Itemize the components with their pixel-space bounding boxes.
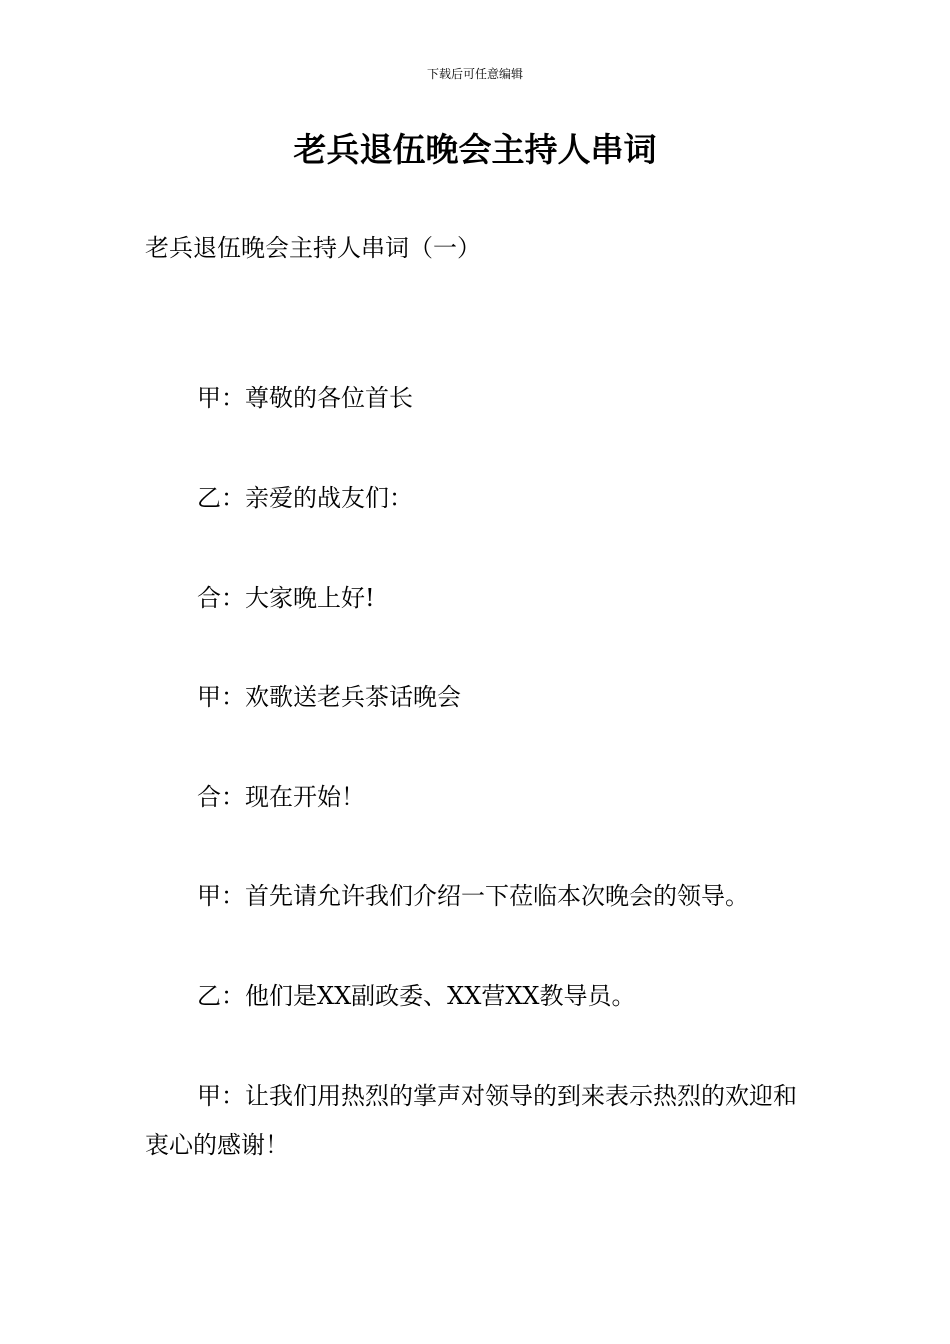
script-line-6: 甲：首先请允许我们介绍一下莅临本次晚会的领导。 bbox=[197, 882, 749, 910]
script-line-5: 合：现在开始！ bbox=[197, 783, 365, 811]
script-line-2: 乙：亲爱的战友们： bbox=[197, 484, 413, 512]
closing-paragraph: 甲：让我们用热烈的掌声对领导的到来表示热烈的欢迎和衷心的感谢！ bbox=[145, 1082, 797, 1159]
section-subtitle: 老兵退伍晚会主持人串词（一） bbox=[145, 234, 481, 262]
script-line-7: 乙：他们是XX副政委、XX营XX教导员。 bbox=[197, 982, 636, 1010]
script-line-3: 合：大家晚上好! bbox=[197, 584, 375, 612]
script-line-4: 甲：欢歌送老兵茶话晚会 bbox=[197, 683, 461, 711]
page-header-note: 下载后可任意编辑 bbox=[426, 67, 523, 81]
document-title: 老兵退伍晚会主持人串词 bbox=[293, 130, 657, 169]
script-line-1: 甲：尊敬的各位首长 bbox=[197, 384, 413, 412]
